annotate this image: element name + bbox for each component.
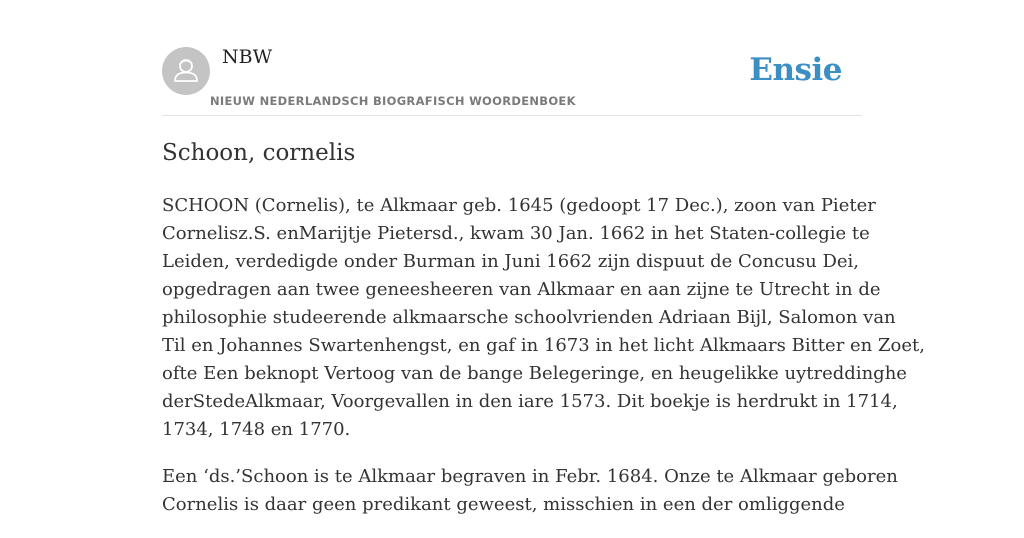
source-header bbox=[162, 0, 862, 116]
user-silhouette-icon bbox=[162, 47, 210, 95]
paragraph-line: Cornelis is daar geen predikant geweest, misschien in een der omliggende bbox=[162, 494, 845, 515]
paragraph-line: ofte Een beknopt Vertoog van de bange Belegeringe, en heugelikke uytreddinghe bbox=[162, 363, 907, 384]
paragraph-line: derStedeAlkmaar, Voorgevallen in den iare 1573. Dit boekje is herdrukt in 1714, bbox=[162, 391, 898, 412]
article-paragraph bbox=[162, 192, 925, 444]
ensie-logo-link[interactable]: Ensie bbox=[749, 52, 842, 88]
paragraph-line: philosophie studeerende alkmaarsche schoolvrienden Adriaan Bijl, Salomon van bbox=[162, 307, 896, 328]
article-body bbox=[162, 192, 925, 538]
article-title: Schoon, cornelis bbox=[162, 140, 356, 166]
paragraph-line: Leiden, verdedigde onder Burman in Juni 1662 zijn dispuut de Concusu Dei, bbox=[162, 251, 860, 272]
paragraph-line: Een ‘ds.’Schoon is te Alkmaar begraven in Febr. 1684. Onze te Alkmaar geboren bbox=[162, 466, 898, 487]
paragraph-line: 1734, 1748 en 1770. bbox=[162, 419, 351, 440]
paragraph-line: Cornelisz.S. enMarijtje Pietersd., kwam 30 Jan. 1662 in het Staten-collegie te bbox=[162, 223, 870, 244]
paragraph-line: Til en Johannes Swartenhengst, en gaf in 1673 in het licht Alkmaars Bitter en Zoet, bbox=[162, 335, 925, 356]
source-name-link[interactable]: NBW bbox=[222, 46, 273, 68]
source-subtitle: NIEUW NEDERLANDSCH BIOGRAFISCH WOORDENBOEK bbox=[210, 94, 576, 108]
source-avatar[interactable] bbox=[162, 47, 210, 95]
article-paragraph bbox=[162, 463, 898, 519]
paragraph-line: SCHOON (Cornelis), te Alkmaar geb. 1645 (gedoopt 17 Dec.), zoon van Pieter bbox=[162, 195, 876, 216]
paragraph-line: opgedragen aan twee geneesheeren van Alkmaar en aan zijne te Utrecht in de bbox=[162, 279, 881, 300]
